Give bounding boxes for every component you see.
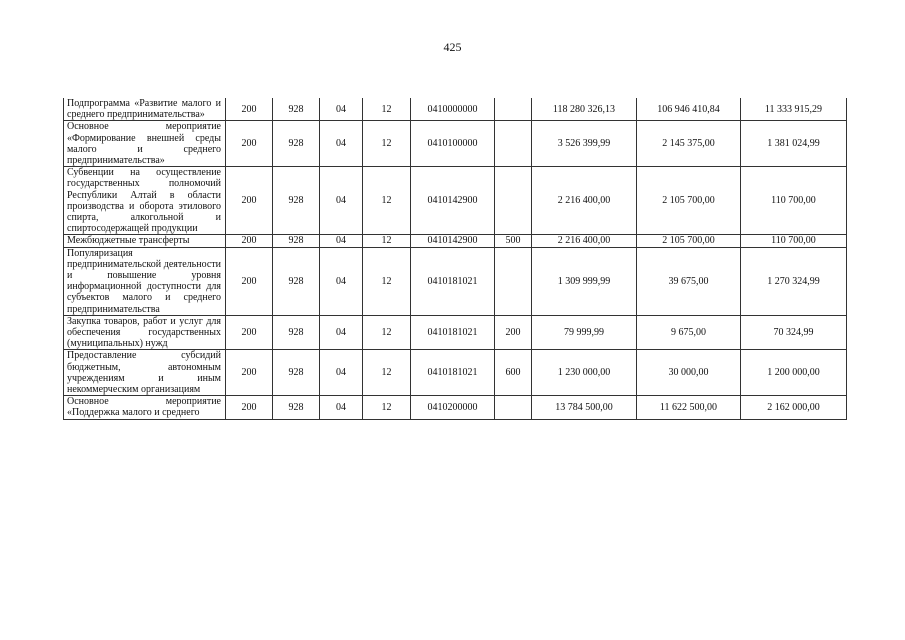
amount-3-cell: 1 270 324,99 [741, 247, 847, 315]
code-4-cell: 12 [363, 235, 411, 247]
code-1-cell: 200 [226, 247, 273, 315]
code-1-cell: 200 [226, 121, 273, 167]
row-name-cell: Подпрограмма «Развитие малого и среднего предпринимательства» [64, 98, 226, 121]
target-article-cell: 0410142900 [411, 235, 495, 247]
code-4-cell: 12 [363, 167, 411, 235]
code-4-cell: 12 [363, 247, 411, 315]
expense-type-cell [495, 396, 532, 419]
table-row [64, 235, 847, 247]
code-4-cell: 12 [363, 315, 411, 350]
table-row [64, 396, 847, 419]
target-article-cell: 0410100000 [411, 121, 495, 167]
code-1-cell: 200 [226, 396, 273, 419]
amount-2-cell: 2 145 375,00 [637, 121, 741, 167]
code-2-cell: 928 [273, 315, 320, 350]
code-2-cell: 928 [273, 247, 320, 315]
code-1-cell: 200 [226, 98, 273, 121]
code-3-cell: 04 [320, 121, 363, 167]
code-3-cell: 04 [320, 98, 363, 121]
amount-1-cell: 13 784 500,00 [532, 396, 637, 419]
amount-2-cell: 30 000,00 [637, 350, 741, 396]
amount-2-cell: 39 675,00 [637, 247, 741, 315]
row-name-cell: Предоставление субсидий бюджетным, автономным учреждениям и иным некоммерческим организациям [64, 350, 226, 396]
code-2-cell: 928 [273, 235, 320, 247]
amount-1-cell: 1 309 999,99 [532, 247, 637, 315]
amount-1-cell: 2 216 400,00 [532, 235, 637, 247]
amount-1-cell: 3 526 399,99 [532, 121, 637, 167]
amount-2-cell: 106 946 410,84 [637, 98, 741, 121]
row-name-cell: Основное мероприятие «Поддержка малого и среднего [64, 396, 226, 419]
table-row [64, 350, 847, 396]
code-4-cell: 12 [363, 350, 411, 396]
table-row [64, 121, 847, 167]
table-row [64, 315, 847, 350]
amount-1-cell: 1 230 000,00 [532, 350, 637, 396]
code-3-cell: 04 [320, 235, 363, 247]
budget-table [63, 98, 847, 420]
code-1-cell: 200 [226, 167, 273, 235]
amount-3-cell: 1 200 000,00 [741, 350, 847, 396]
expense-type-cell [495, 167, 532, 235]
expense-type-cell: 200 [495, 315, 532, 350]
code-3-cell: 04 [320, 167, 363, 235]
code-2-cell: 928 [273, 98, 320, 121]
code-3-cell: 04 [320, 247, 363, 315]
row-name-cell: Закупка товаров, работ и услуг для обеспечения государственных (муниципальных) нужд [64, 315, 226, 350]
code-2-cell: 928 [273, 121, 320, 167]
amount-3-cell: 70 324,99 [741, 315, 847, 350]
amount-2-cell: 11 622 500,00 [637, 396, 741, 419]
target-article-cell: 0410181021 [411, 247, 495, 315]
row-name-cell: Межбюджетные трансферты [64, 235, 226, 247]
amount-2-cell: 2 105 700,00 [637, 167, 741, 235]
amount-3-cell: 110 700,00 [741, 235, 847, 247]
expense-type-cell [495, 121, 532, 167]
target-article-cell: 0410000000 [411, 98, 495, 121]
row-name-cell: Популяризация предпринимательской деятельности и повышение уровня информационной доступности для субъектов малого и среднего предпринимательства [64, 247, 226, 315]
code-2-cell: 928 [273, 396, 320, 419]
amount-2-cell: 9 675,00 [637, 315, 741, 350]
code-3-cell: 04 [320, 396, 363, 419]
amount-1-cell: 2 216 400,00 [532, 167, 637, 235]
code-2-cell: 928 [273, 350, 320, 396]
target-article-cell: 0410142900 [411, 167, 495, 235]
code-1-cell: 200 [226, 315, 273, 350]
amount-1-cell: 118 280 326,13 [532, 98, 637, 121]
code-4-cell: 12 [363, 98, 411, 121]
expense-type-cell [495, 247, 532, 315]
code-2-cell: 928 [273, 167, 320, 235]
code-3-cell: 04 [320, 350, 363, 396]
amount-2-cell: 2 105 700,00 [637, 235, 741, 247]
amount-3-cell: 1 381 024,99 [741, 121, 847, 167]
code-3-cell: 04 [320, 315, 363, 350]
target-article-cell: 0410200000 [411, 396, 495, 419]
row-name-cell: Субвенции на осуществление государственных полномочий Республики Алтай в области производства и оборота этилового спирта, алкогольной и спиртосодержащей продукции [64, 167, 226, 235]
expense-type-cell: 600 [495, 350, 532, 396]
code-4-cell: 12 [363, 396, 411, 419]
table-row [64, 98, 847, 121]
table-row [64, 167, 847, 235]
code-1-cell: 200 [226, 235, 273, 247]
table-row [64, 247, 847, 315]
amount-3-cell: 11 333 915,29 [741, 98, 847, 121]
target-article-cell: 0410181021 [411, 315, 495, 350]
page-number: 425 [443, 40, 462, 54]
code-4-cell: 12 [363, 121, 411, 167]
row-name-cell: Основное мероприятие «Формирование внешней среды малого и среднего предпринимательства» [64, 121, 226, 167]
expense-type-cell [495, 98, 532, 121]
amount-3-cell: 110 700,00 [741, 167, 847, 235]
table-body [64, 98, 847, 419]
code-1-cell: 200 [226, 350, 273, 396]
amount-1-cell: 79 999,99 [532, 315, 637, 350]
expense-type-cell: 500 [495, 235, 532, 247]
amount-3-cell: 2 162 000,00 [741, 396, 847, 419]
target-article-cell: 0410181021 [411, 350, 495, 396]
